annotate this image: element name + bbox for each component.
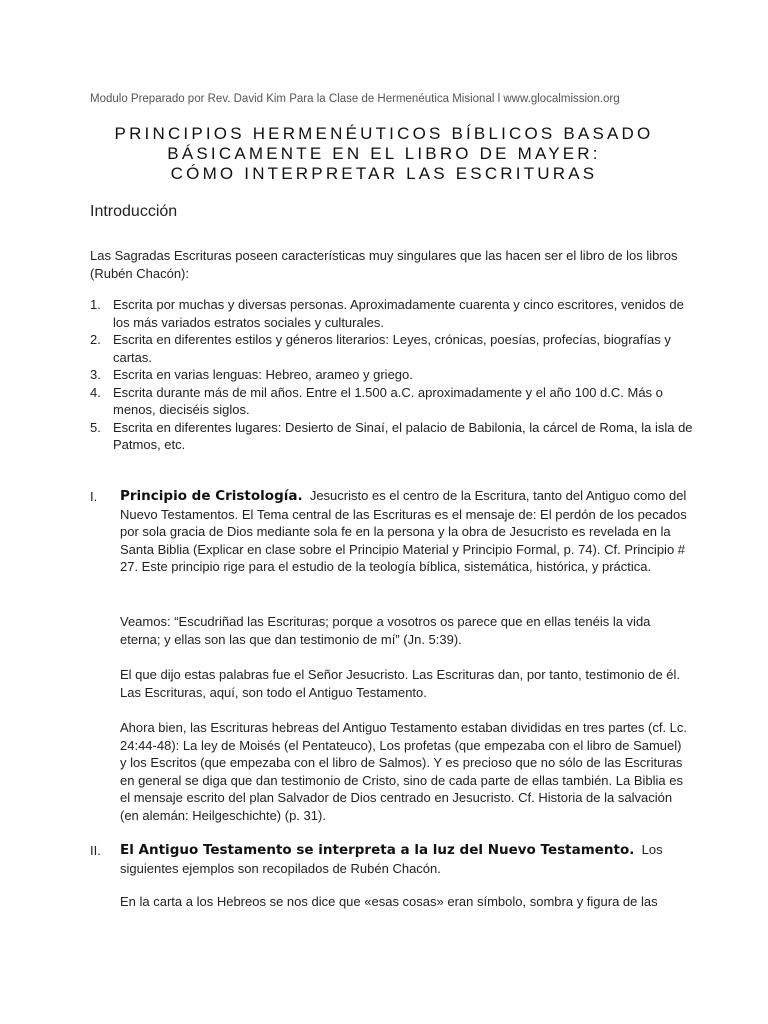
section-2-lead-paragraph	[120, 841, 690, 877]
list-item	[90, 384, 700, 419]
list-item-text: Escrita en diferentes lugares: Desierto de Sinaí, el palacio de Babilonia, la cárcel de Roma, la isla de Patmos, etc.	[113, 419, 693, 452]
list-item-text: Escrita por muchas y diversas personas. Aproximadamente cuarenta y cinco escritores, venidos de los más variados estratos sociales y culturales.	[113, 297, 684, 330]
list-item-number: 2.	[90, 332, 101, 347]
section-1-paragraph-3: El que dijo estas palabras fue el Señor Jesucristo. Las Escrituras dan, por tanto, testimonio de él. Las Escrituras, aquí, son todo el Antiguo Testamento.	[120, 667, 681, 700]
list-item	[90, 366, 700, 384]
list-item-text: Escrita en diferentes estilos y géneros literarios: Leyes, crónicas, poesías, profecías, biografías y cartas.	[113, 332, 671, 365]
section-2-numeral: II.	[90, 843, 101, 858]
list-item	[90, 331, 700, 366]
list-item	[90, 296, 700, 331]
intro-heading: Introducción	[90, 203, 178, 220]
section-2-paragraph-2: En la carta a los Hebreos se nos dice que «esas cosas» eran símbolo, sombra y figura de las	[120, 894, 658, 909]
list-item-text: Escrita durante más de mil años. Entre el 1.500 a.C. aproximadamente y el año 100 d.C. Más o menos, dieciséis siglos.	[113, 384, 663, 417]
section-1-paragraph-2: Veamos: “Escudriñad las Escrituras; porque a vosotros os parece que en ellas tenéis la vida eterna; y ellas son las que dan testimonio de mí” (Jn. 5:39).	[120, 614, 651, 647]
intro-paragraph: Las Sagradas Escrituras poseen características muy singulares que las hacen ser el libro de los libros (Rubén Chacón):	[90, 248, 678, 281]
section-2-lead-text: Los siguientes ejemplos son recopilados de Rubén Chacón.	[120, 842, 663, 876]
list-item-number: 4.	[90, 384, 101, 400]
section-1-paragraph-4: Ahora bien, las Escrituras hebreas del Antiguo Testamento estaban divididas en tres partes (cf. Lc. 24:44-48): La ley de Moisés (el Pentateuco), Los profetas (que empezaba con el libro de Samuel) y los Escritos (que empezaba con el libro de Salmos). Y es precioso que no sólo de las Escrituras en general se diga que dan testimonio de Cristo, sino de cada parte de ellas también. La Biblia es el mensaje escrito del plan Salvador de Dios centrado en Jesucristo. Cf. Historia de la salvación (en alemán: Heilgeschichte) (p. 31).	[120, 720, 688, 823]
list-item-text: Escrita en varias lenguas: Hebreo, arameo y griego.	[113, 367, 413, 382]
section-1-lead-paragraph	[120, 487, 690, 576]
characteristics-list	[90, 296, 700, 454]
page-header: Modulo Preparado por Rev. David Kim Para la Clase de Hermenéutica Misional l www.glocalmission.org	[90, 93, 620, 105]
section-2-heading: El Antiguo Testamento se interpreta a la luz del Nuevo Testamento.	[120, 842, 635, 858]
document-title	[90, 124, 678, 184]
list-item-number: 1.	[90, 297, 101, 312]
section-1-heading: Principio de Cristología.	[120, 488, 303, 504]
list-item-number: 5.	[90, 419, 101, 435]
title-line-3: CÓMO INTERPRETAR LAS ESCRITURAS	[170, 164, 598, 183]
list-item-number: 3.	[90, 367, 101, 382]
title-line-2: BÁSICAMENTE EN EL LIBRO DE MAYER:	[167, 144, 601, 163]
section-1-lead-text: Jesucristo es el centro de la Escritura, tanto del Antiguo como del Nuevo Testamentos. El Tema central de las Escrituras es el mensaje de: El perdón de los pecados por sola gracia de Dios mediante sola fe en la persona y la obra de Jesucristo es revelada en la Santa Biblia (Explicar en clase sobre el Principio Material y Principio Formal, p. 74). Cf. Principio # 27. Este principio rige para el estudio de la teología bíblica, sistemática, histórica, y práctica.	[120, 488, 687, 574]
list-item	[90, 419, 700, 454]
section-1-numeral: I.	[90, 489, 98, 504]
title-line-1: PRINCIPIOS HERMENÉUTICOS BÍBLICOS BASADO	[114, 124, 654, 143]
